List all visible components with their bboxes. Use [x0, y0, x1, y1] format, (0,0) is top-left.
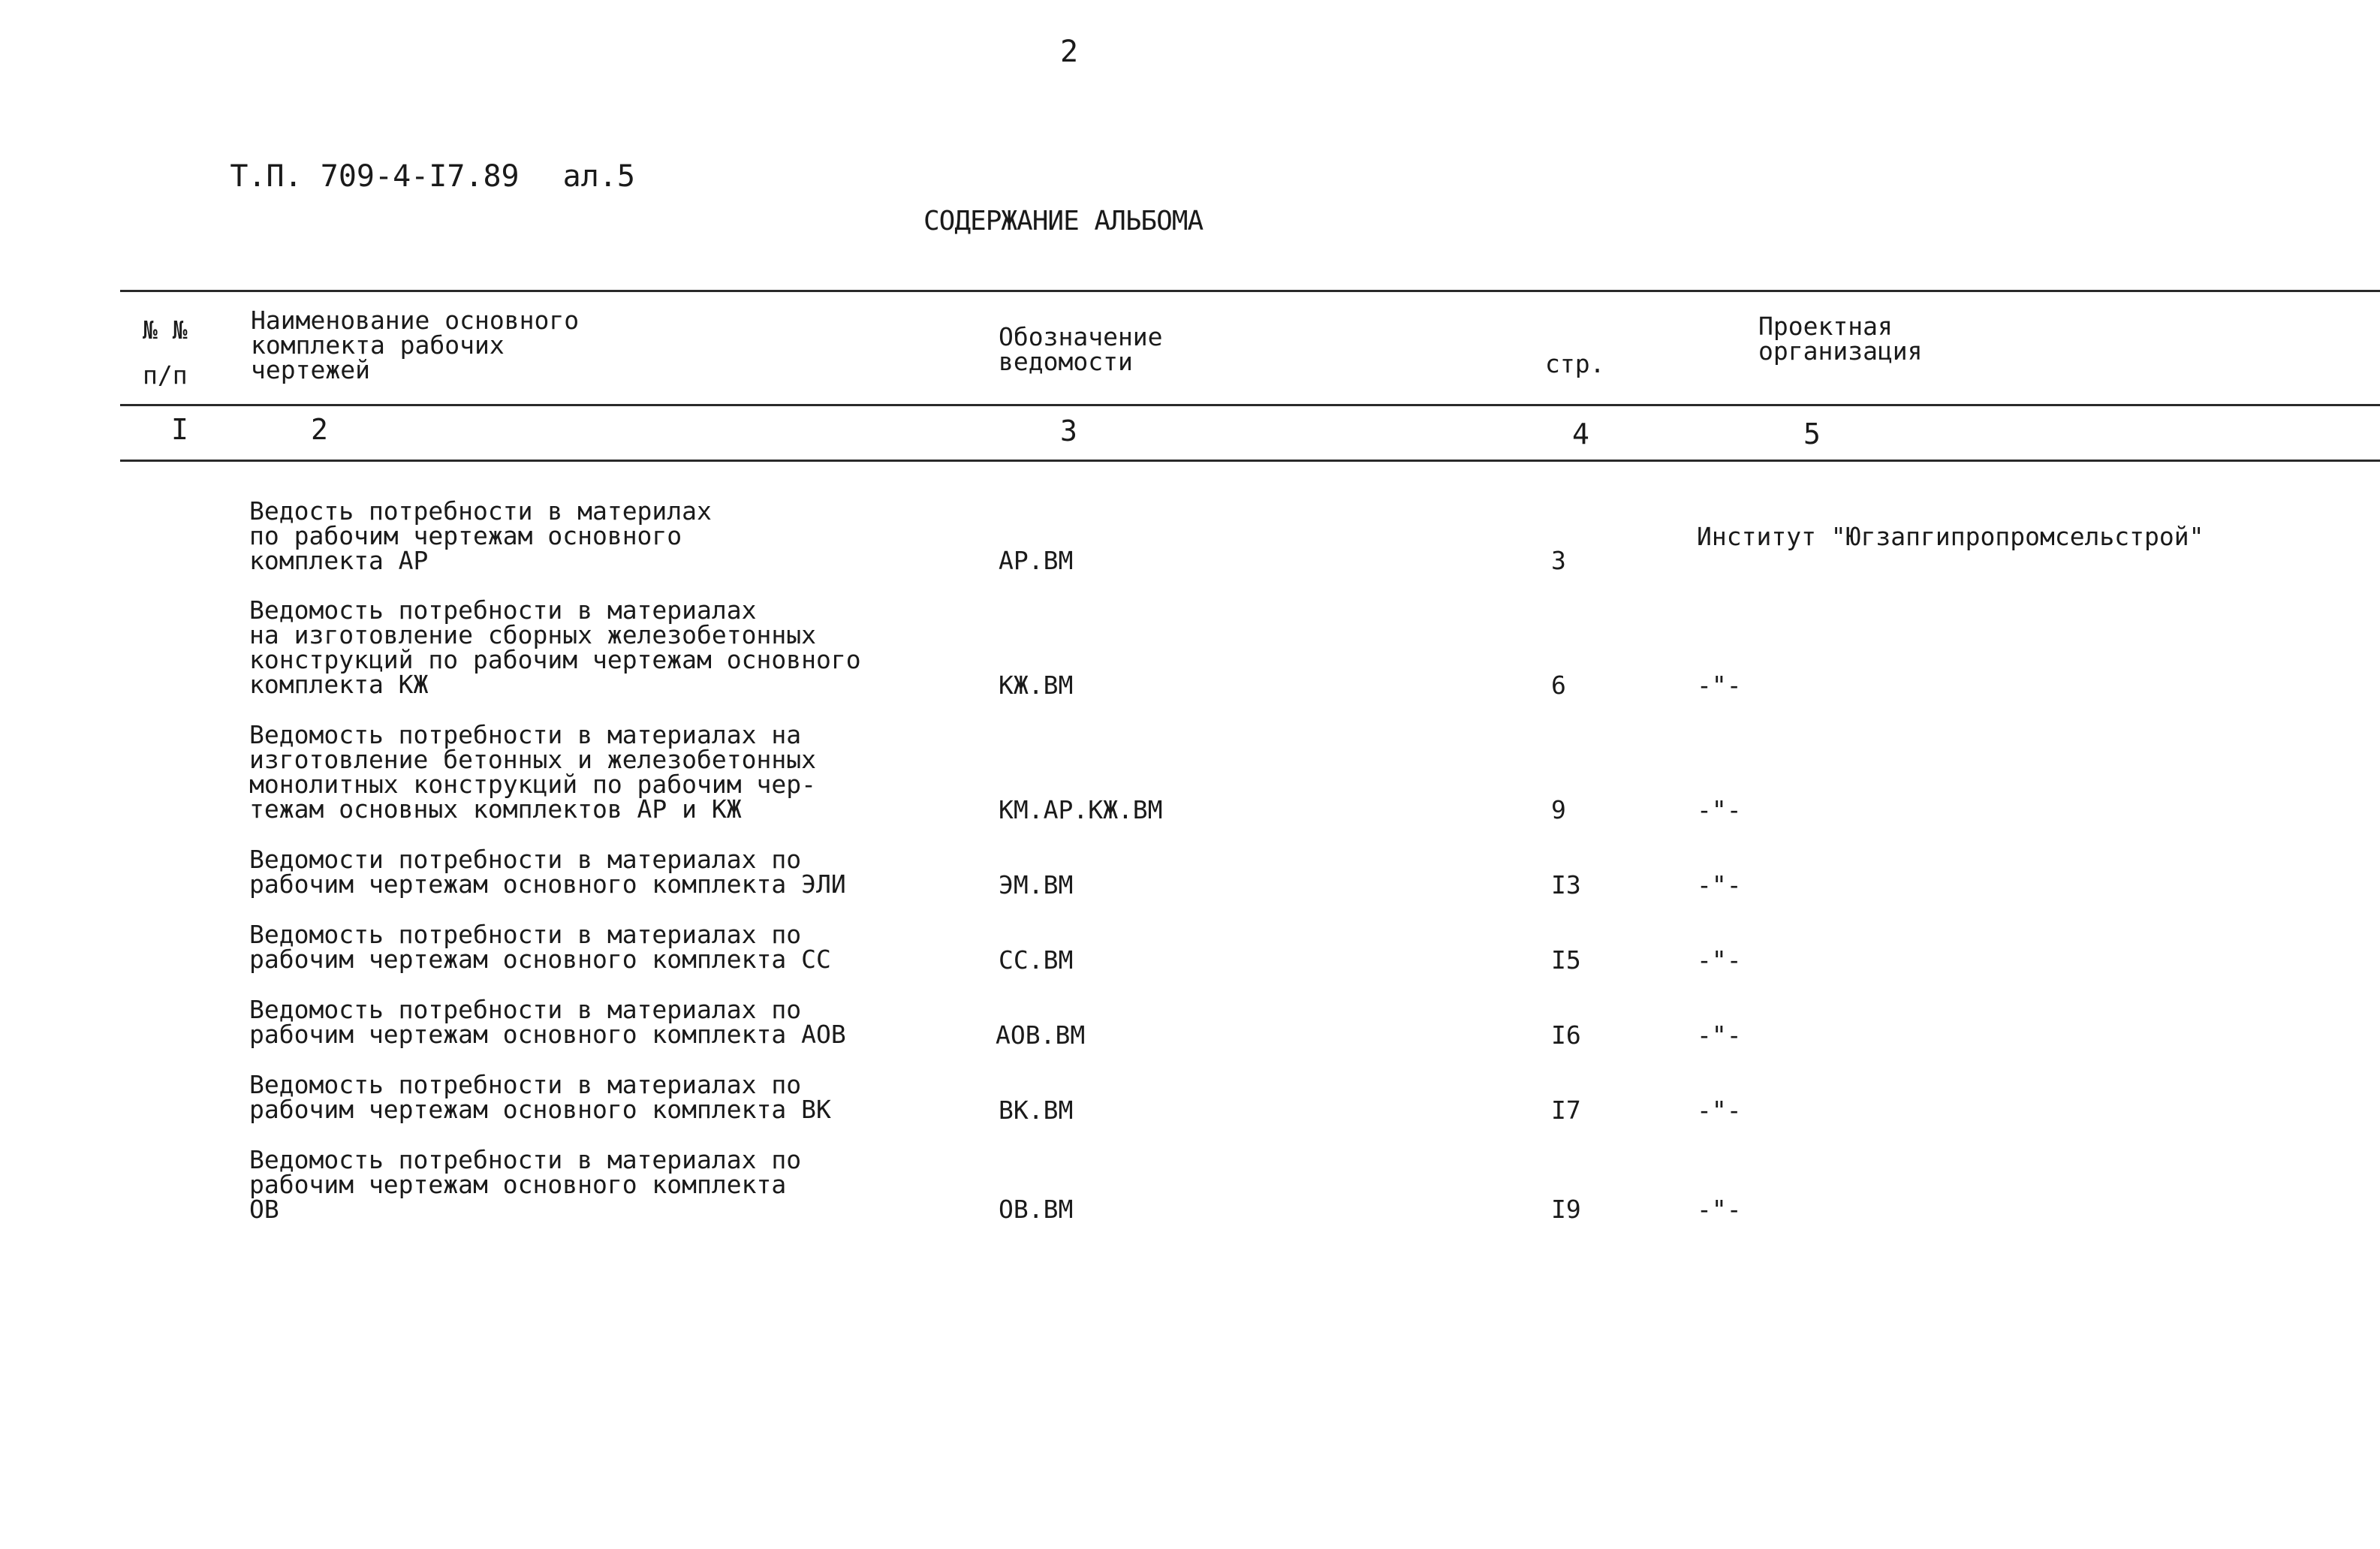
row-page: I5 [1551, 945, 1581, 975]
row-page: 6 [1551, 671, 1566, 700]
row-code: АР.ВМ [999, 546, 1074, 575]
column-header-page: стр. [1545, 349, 1605, 378]
row-code: ВК.ВМ [999, 1095, 1074, 1125]
row-org: -"- [1697, 1020, 1742, 1050]
row-page: I9 [1551, 1195, 1581, 1224]
row-page: I6 [1551, 1020, 1581, 1050]
column-header-org: Проектная организация [1758, 312, 1923, 366]
column-number: 4 [1572, 417, 1589, 451]
row-code: КМ.АР.КЖ.ВМ [999, 795, 1163, 824]
row-page: 3 [1551, 546, 1566, 575]
row-name: Ведомость потребности в материалах по рабочим чертежам основного комплекта ОВ [249, 1145, 802, 1224]
row-code: СС.ВМ [999, 945, 1074, 975]
row-org: -"- [1697, 1195, 1742, 1224]
row-code: ЭМ.ВМ [999, 870, 1074, 900]
page-title: СОДЕРЖАНИЕ АЛЬБОМА [923, 206, 1204, 237]
table-top-rule [120, 290, 2380, 292]
row-org: -"- [1697, 671, 1742, 700]
project-code: Т.П. 709-4-I7.89 [230, 159, 520, 194]
row-org: -"- [1697, 1095, 1742, 1125]
document-header [158, 125, 635, 228]
row-page: 9 [1551, 795, 1566, 824]
column-header-number: № № п/п [143, 315, 188, 390]
column-number: I [171, 413, 188, 446]
column-number: 3 [1060, 414, 1077, 448]
column-header-code: Обозначение ведомости [999, 322, 1163, 376]
row-code: КЖ.ВМ [999, 671, 1074, 700]
row-org: Институт "Югзапгипропромсельстрой" [1697, 522, 2204, 551]
row-org: -"- [1697, 870, 1742, 900]
column-number: 2 [311, 413, 328, 446]
row-code: АОВ.ВМ [996, 1020, 1086, 1050]
row-page: I3 [1551, 870, 1581, 900]
album-number: ал.5 [562, 159, 635, 194]
row-code: ОВ.ВМ [999, 1195, 1074, 1224]
row-name: Ведомость потребности в материалах на изготовление бетонных и железобетонных монолитных конструкций по рабочим чер- тежам основных комплектов АР и КЖ [249, 720, 816, 824]
row-name: Ведомость потребности в материалах по рабочим чертежам основного комплекта СС [249, 920, 831, 974]
row-page: I7 [1551, 1095, 1581, 1125]
row-name: Ведость потребности в материлах по рабочим чертежам основного комплекта АР [249, 496, 712, 575]
page-number: 2 [1060, 35, 1079, 69]
table-numbers-rule [120, 460, 2380, 462]
row-name: Ведомость потребности в материалах по рабочим чертежам основного комплекта АОВ [249, 995, 846, 1049]
table-header-rule [120, 404, 2380, 406]
column-header-name: Наименование основного комплекта рабочих чертежей [251, 306, 580, 384]
row-name: Ведомости потребности в материалах по рабочим чертежам основного комплекта ЭЛИ [249, 845, 846, 899]
row-name: Ведомость потребности в материалах на изготовление сборных железобетонных конструкций по рабочим чертежам основного комплекта КЖ [249, 595, 861, 699]
column-number: 5 [1803, 417, 1821, 451]
row-org: -"- [1697, 795, 1742, 824]
row-org: -"- [1697, 945, 1742, 975]
row-name: Ведомость потребности в материалах по рабочим чертежам основного комплекта ВК [249, 1070, 831, 1124]
